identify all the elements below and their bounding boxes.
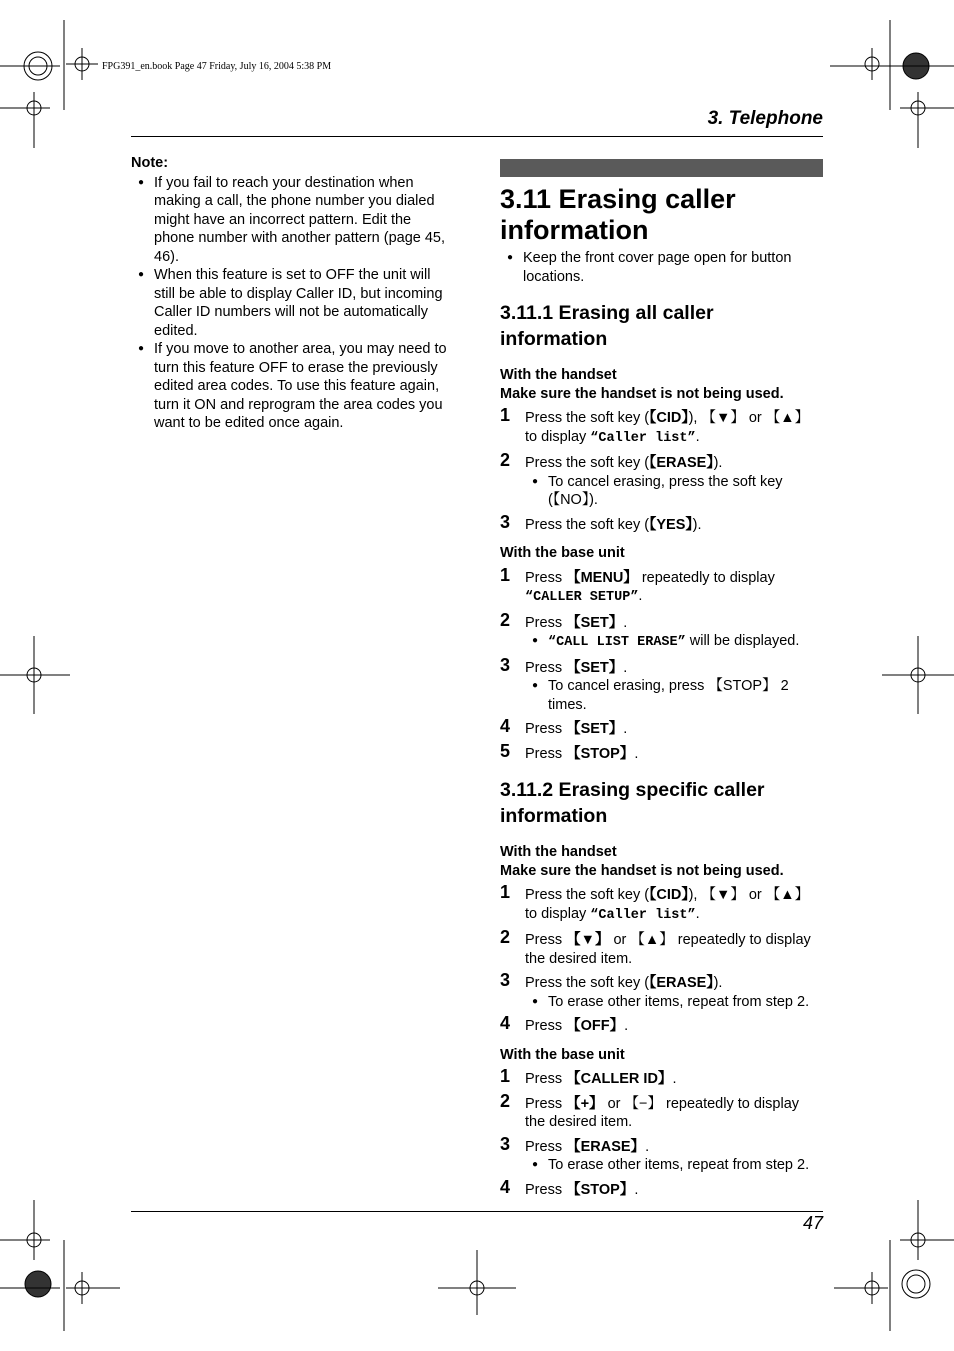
key-label: 【CID】 xyxy=(649,410,689,426)
step-item xyxy=(500,970,823,1011)
step-item xyxy=(500,654,823,715)
step-number: 1 xyxy=(500,405,511,425)
step-item xyxy=(500,609,823,653)
step-text xyxy=(525,931,823,968)
key-label: 【SET】 xyxy=(566,614,624,631)
step-text-post: or 【▲】 repeatedly to display the desired item. xyxy=(525,932,811,967)
key-label: 【MENU】 xyxy=(566,569,638,586)
step-number: 2 xyxy=(500,609,511,630)
step-text-pre: Press xyxy=(525,614,567,631)
subsection-heading: 3.11.2 Erasing specific caller information xyxy=(500,779,765,827)
step-number: 2 xyxy=(500,450,511,470)
step-list xyxy=(500,405,823,534)
step-number: 3 xyxy=(500,970,511,990)
display-text: “Caller list” xyxy=(590,907,696,923)
step-text-post: . xyxy=(623,659,628,676)
step-text-post: ), 【▼】 or 【▲】 to display xyxy=(525,410,810,445)
step-sub-bullet: ● To erase other items, repeat from step 2. xyxy=(525,1156,823,1175)
step-text-post: ). xyxy=(713,455,723,471)
base-heading: With the base unit xyxy=(500,545,625,561)
step-text-pre: Press the soft key ( xyxy=(525,516,650,533)
step-item xyxy=(500,1090,823,1132)
step-sub-bullet: ● To erase other items, repeat from step 2. xyxy=(525,993,823,1012)
step-text xyxy=(525,974,823,993)
step-text xyxy=(525,1017,823,1036)
step-text-pre: Press the soft key ( xyxy=(525,887,650,903)
handset-heading: With the handset xyxy=(500,367,617,383)
step-text xyxy=(525,745,823,764)
step-text-post: . xyxy=(623,614,628,631)
step-text-pre: Press xyxy=(525,721,567,737)
step-text-post: . xyxy=(624,1018,629,1034)
step-text xyxy=(525,569,823,608)
step-item xyxy=(500,405,823,448)
step-text-post: . xyxy=(645,1138,650,1155)
step-number: 4 xyxy=(500,1013,511,1033)
note-bullet: ● If you move to another area, you may need to turn this feature OFF to erase the previously edited area codes. To use this feature again, turn it ON and reprogram the area codes you want to be edited once again. xyxy=(131,340,453,433)
step-text xyxy=(525,516,823,535)
step-text xyxy=(525,614,823,633)
step-item xyxy=(500,511,823,535)
key-label: 【ERASE】 xyxy=(566,1138,646,1155)
step-item xyxy=(500,564,823,608)
key-label: 【ERASE】 xyxy=(649,975,714,991)
key-label: 【STOP】 xyxy=(566,745,635,762)
step-item xyxy=(500,1013,823,1036)
step-text-pre: Press xyxy=(525,659,567,676)
step-number: 1 xyxy=(500,564,511,585)
note-column xyxy=(131,154,453,433)
step-text-pre: Press xyxy=(525,1095,567,1112)
step-item xyxy=(500,927,823,968)
step-text-pre: Press xyxy=(525,1071,567,1087)
step-text xyxy=(525,659,823,678)
subsection-heading: 3.11.1 Erasing all caller information xyxy=(500,302,714,350)
content-column xyxy=(500,159,823,1199)
key-label: 【SET】 xyxy=(566,659,624,676)
step-text-end: . xyxy=(695,905,700,922)
key-label: 【+】 xyxy=(566,1095,604,1112)
step-text-post: ). xyxy=(692,516,702,533)
step-text-end: . xyxy=(638,588,643,604)
step-sub-bullet xyxy=(525,632,823,653)
step-text-pre: Press xyxy=(525,1181,567,1198)
step-text-post: ), 【▼】 or 【▲】 to display xyxy=(525,887,810,922)
step-number: 3 xyxy=(500,511,511,532)
step-text-post: . xyxy=(634,745,639,762)
section-title: 3. Telephone xyxy=(707,108,823,129)
page-title: 3.11 Erasing caller information xyxy=(500,184,736,245)
handset-note: Make sure the handset is not being used. xyxy=(500,862,784,879)
step-sub-bullet: ● To cancel erasing, press 【STOP】 2 times. xyxy=(525,677,823,714)
step-list xyxy=(500,564,823,764)
note-bullet: ● If you fail to reach your destination when making a call, the phone number you dialed might have an incorrect pattern. Edit the phone number with another pattern (page 45, 46). xyxy=(131,174,453,267)
step-text-end: . xyxy=(695,428,700,445)
step-text xyxy=(525,1138,823,1157)
step-item xyxy=(500,740,823,764)
print-slug: FPG391_en.book Page 47 Friday, July 16, 2004 5:38 PM xyxy=(102,61,332,72)
handset-heading: With the handset xyxy=(500,844,617,860)
step-text-pre: Press xyxy=(525,1138,567,1155)
key-label: 【CALLER ID】 xyxy=(566,1071,673,1087)
step-text xyxy=(525,886,823,925)
header-rule xyxy=(131,136,823,137)
step-item xyxy=(500,450,823,510)
step-text xyxy=(525,409,823,448)
footer-rule xyxy=(131,1211,823,1212)
title-bar xyxy=(500,159,823,177)
step-text-pre: Press the soft key ( xyxy=(525,410,650,426)
step-item xyxy=(500,1066,823,1089)
step-text-post: ). xyxy=(713,975,723,991)
step-list xyxy=(500,1066,823,1199)
key-label: 【SET】 xyxy=(566,721,624,737)
display-text: “CALL LIST ERASE” xyxy=(548,635,686,650)
step-sub-bullet: ● To cancel erasing, press the soft key (【NO】). xyxy=(525,473,823,510)
key-label: 【▼】 xyxy=(566,932,610,948)
note-bullet: ● When this feature is set to OFF the unit will still be able to display Caller ID, but incoming Caller ID numbers will not be automatically edited. xyxy=(131,266,453,340)
step-text-post: . xyxy=(672,1071,677,1087)
display-text: “CALLER SETUP” xyxy=(525,590,639,605)
step-text-post: . xyxy=(634,1181,639,1198)
step-text xyxy=(525,454,823,473)
intro-bullet: ● Keep the front cover page open for button locations. xyxy=(500,249,823,286)
step-item xyxy=(500,1176,823,1200)
step-text xyxy=(525,1181,823,1200)
step-number: 2 xyxy=(500,1090,511,1111)
key-label: 【STOP】 xyxy=(566,1181,635,1198)
step-text-post: . xyxy=(623,721,628,737)
base-heading: With the base unit xyxy=(500,1046,625,1063)
step-list xyxy=(500,882,823,1036)
step-sub-text: will be displayed. xyxy=(685,633,800,649)
step-text-post: or 【−】 repeatedly to display the desired item. xyxy=(525,1095,800,1130)
step-text xyxy=(525,1095,823,1132)
step-item xyxy=(500,716,823,739)
step-number: 4 xyxy=(500,1176,511,1197)
step-text-post: repeatedly to display xyxy=(637,569,775,586)
step-number: 1 xyxy=(500,882,511,902)
page-number: 47 xyxy=(802,1213,823,1233)
key-label: 【OFF】 xyxy=(566,1018,625,1034)
key-label: 【CID】 xyxy=(649,887,689,903)
step-text-pre: Press xyxy=(525,569,567,586)
step-item xyxy=(500,1133,823,1175)
display-text: “Caller list” xyxy=(590,430,696,446)
step-number: 5 xyxy=(500,740,511,761)
step-number: 4 xyxy=(500,716,511,736)
step-text-pre: Press xyxy=(525,1018,567,1034)
key-label: 【YES】 xyxy=(649,516,693,533)
step-number: 3 xyxy=(500,654,511,675)
step-number: 3 xyxy=(500,1133,511,1154)
step-number: 1 xyxy=(500,1066,511,1086)
step-text xyxy=(525,720,823,739)
step-text-pre: Press xyxy=(525,745,567,762)
handset-note: Make sure the handset is not being used. xyxy=(500,385,784,402)
step-text-pre: Press xyxy=(525,932,567,948)
step-text-pre: Press the soft key ( xyxy=(525,455,650,471)
key-label: 【ERASE】 xyxy=(649,455,714,471)
step-item xyxy=(500,882,823,925)
step-text xyxy=(525,1070,823,1089)
step-text-pre: Press the soft key ( xyxy=(525,975,650,991)
note-heading: Note: xyxy=(131,155,169,171)
step-number: 2 xyxy=(500,927,511,947)
